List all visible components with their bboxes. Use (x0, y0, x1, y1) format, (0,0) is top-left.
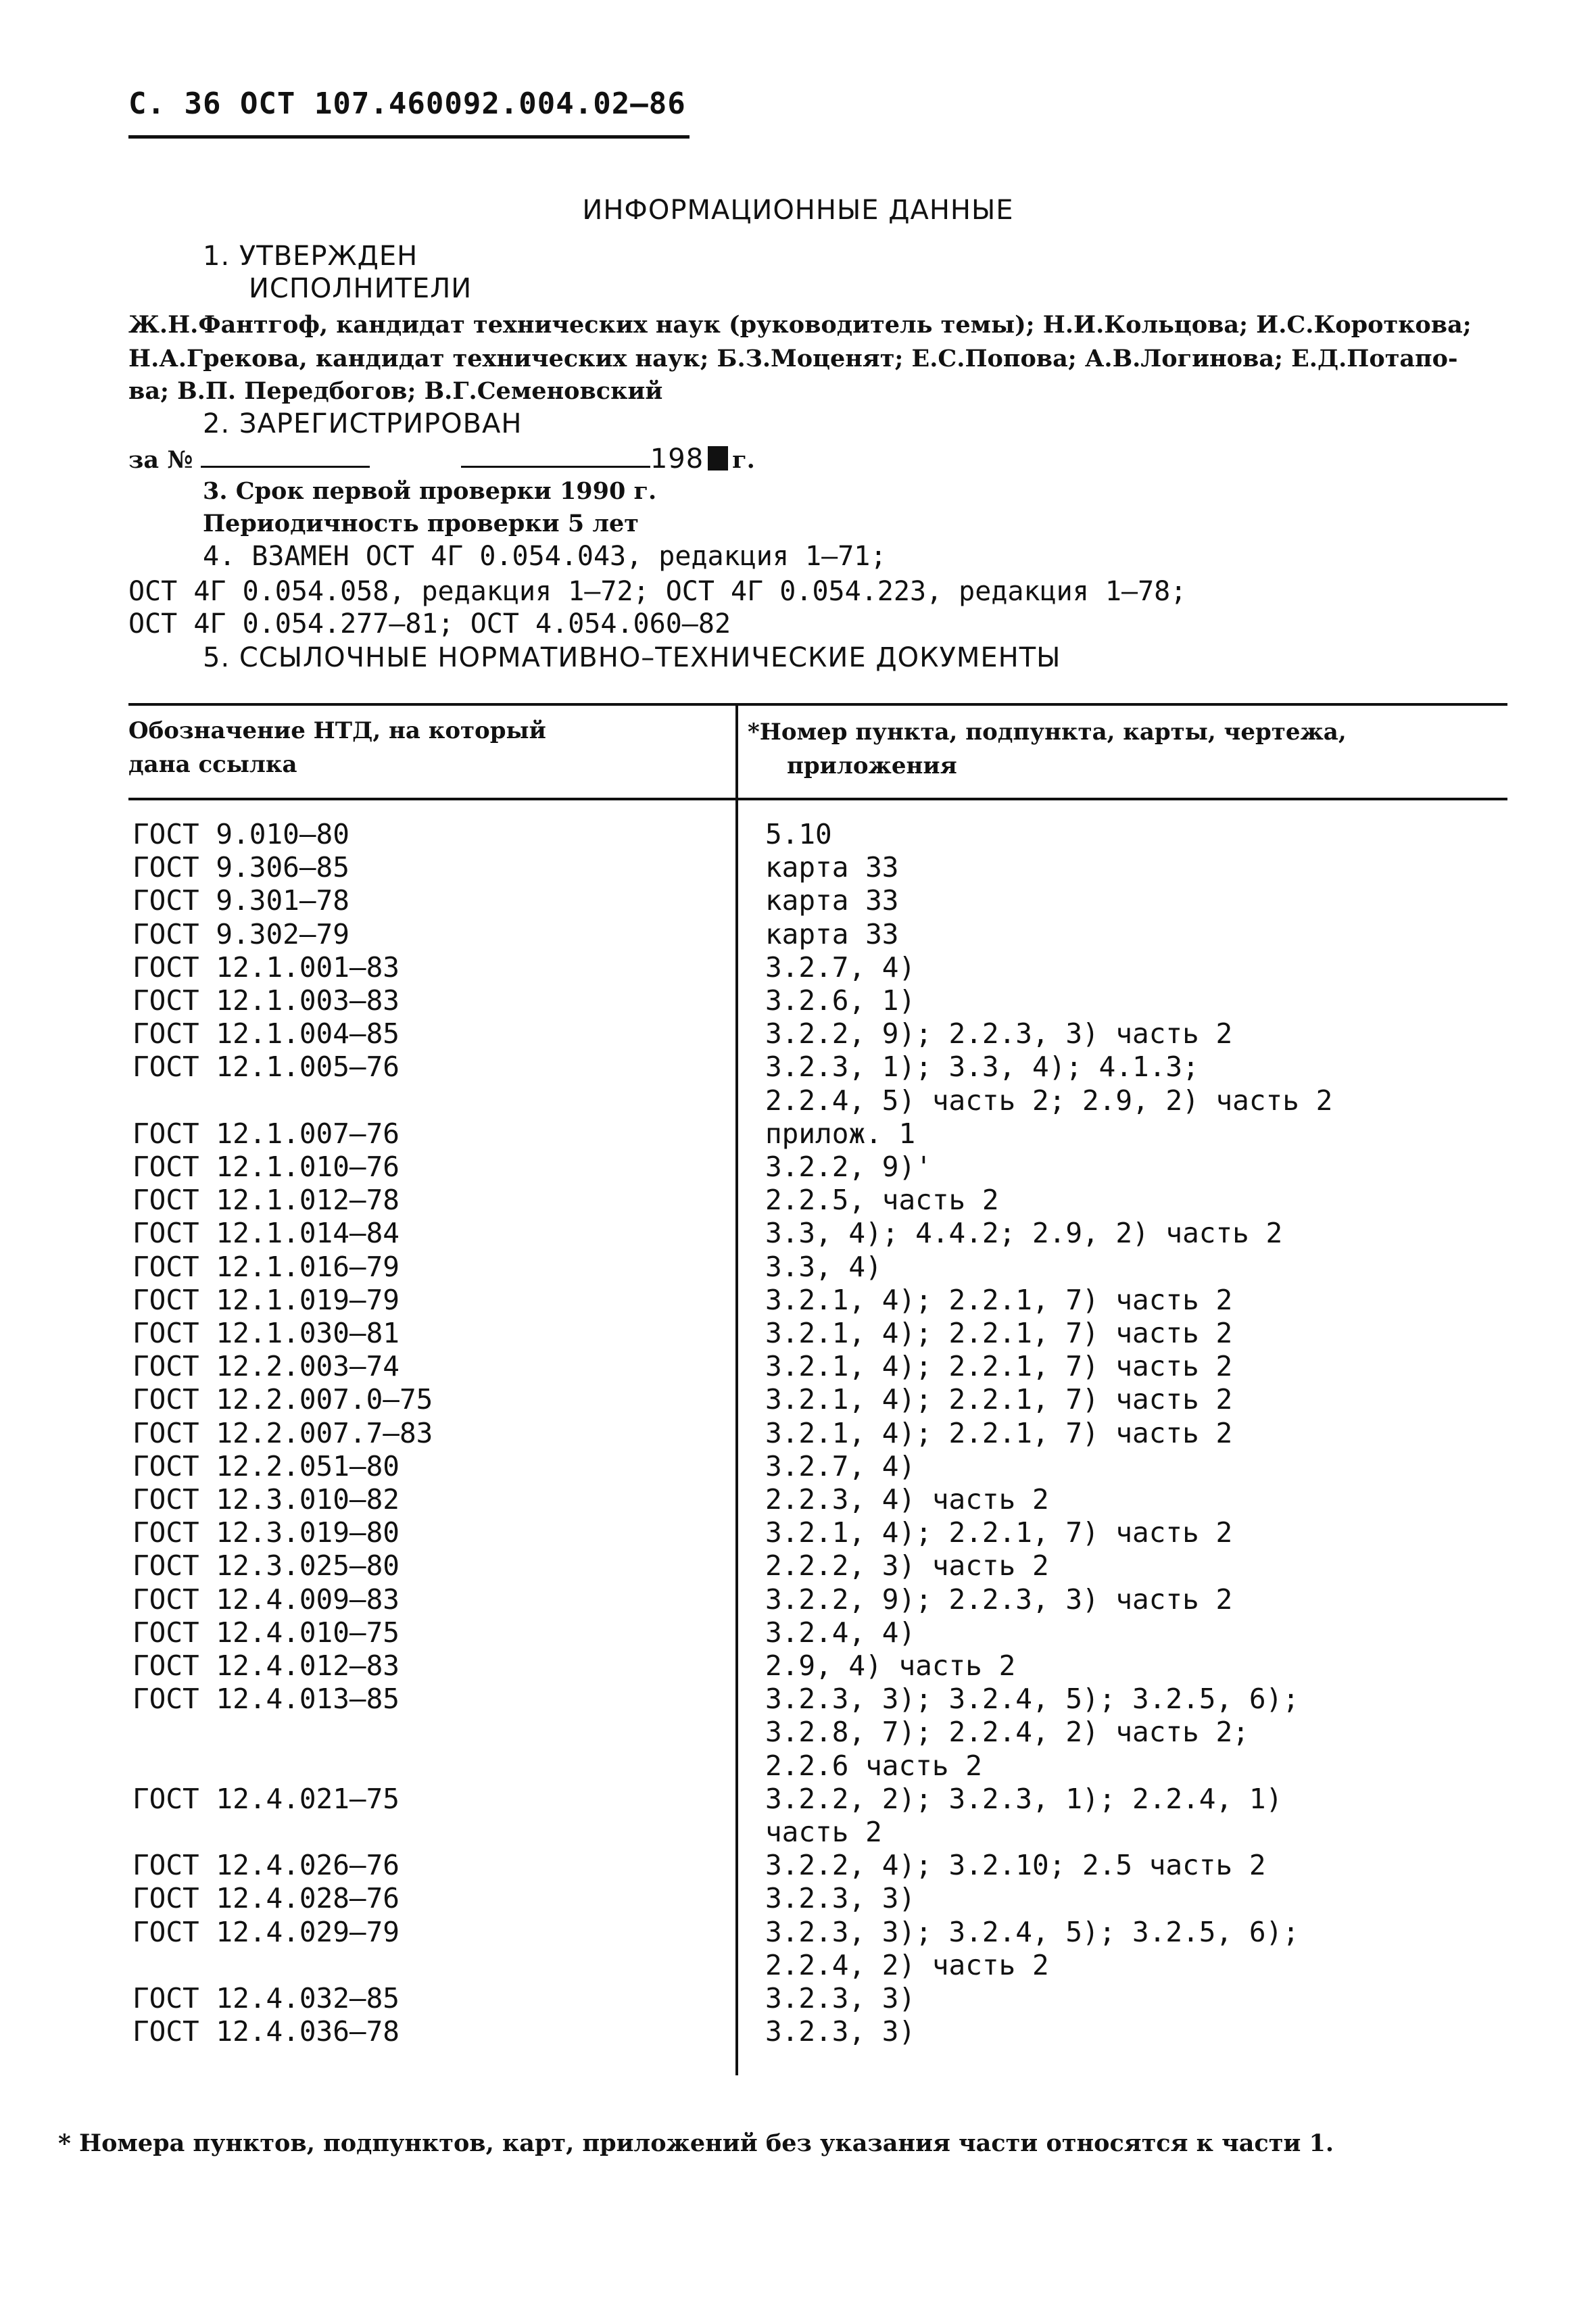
footnote (58, 2129, 1334, 2158)
footnote-asterisk-icon: * (58, 2129, 71, 2158)
table-header-rule (128, 798, 1507, 800)
ntd-designation: ГОСТ 12.4.010–75 (132, 1616, 400, 1649)
table-row (0, 1849, 1596, 1881)
table-row (0, 1549, 1596, 1582)
reference-clause: 3.2.6, 1) (765, 984, 916, 1017)
section1-subheading: ИСПОЛНИТЕЛИ (249, 273, 473, 304)
ntd-designation: ГОСТ 12.1.007–76 (132, 1117, 400, 1150)
col1-header-line-2: дана ссылка (128, 751, 297, 778)
table-top-rule (128, 703, 1507, 706)
table-row (0, 884, 1596, 917)
col2-header (748, 715, 1347, 783)
footnote-text: Номера пунктов, подпунктов, карт, приложений без указания части относятся к части 1. (79, 2129, 1334, 2157)
ntd-designation: ГОСТ 12.4.032–85 (132, 1982, 400, 2015)
ntd-designation: ГОСТ 12.3.010–82 (132, 1483, 400, 1516)
reference-clause: 3.2.4, 4) (765, 1616, 916, 1649)
table-row (0, 1949, 1596, 1981)
reference-clause: 2.2.4, 5) часть 2; 2.9, 2) часть 2 (765, 1084, 1333, 1117)
reference-clause: карта 33 (765, 851, 899, 884)
table-row (0, 1417, 1596, 1449)
reference-clause: 2.2.5, часть 2 (765, 1184, 999, 1216)
ntd-designation: ГОСТ 12.3.025–80 (132, 1549, 400, 1582)
ntd-designation: ГОСТ 12.4.026–76 (132, 1849, 400, 1881)
table-row (0, 1383, 1596, 1416)
ntd-designation: ГОСТ 12.4.013–85 (132, 1683, 400, 1715)
table-row (0, 2015, 1596, 2048)
ntd-designation: ГОСТ 12.1.016–79 (132, 1251, 400, 1283)
reference-clause: 3.2.1, 4); 2.2.1, 7) часть 2 (765, 1417, 1233, 1449)
reference-clause: 3.2.1, 4); 2.2.1, 7) часть 2 (765, 1383, 1233, 1416)
table-row (0, 1483, 1596, 1516)
table-row (0, 1982, 1596, 2015)
reference-clause: 3.2.2, 9); 2.2.3, 3) часть 2 (765, 1583, 1233, 1616)
table-row (0, 1516, 1596, 1549)
authors-line-1: Ж.Н.Фантгоф, кандидат технических наук (руководитель темы); Н.И.Кольцова; И.С.Короткова; (128, 311, 1472, 339)
ntd-designation: ГОСТ 12.1.005–76 (132, 1051, 400, 1083)
page-header: С. 36 ОСТ 107.460092.004.02–86 (128, 87, 686, 121)
table-row (0, 1084, 1596, 1117)
reference-clause: 3.2.7, 4) (765, 1450, 916, 1482)
reference-clause: 2.2.4, 2) часть 2 (765, 1949, 1049, 1981)
header-rule (128, 135, 690, 139)
reference-clause: прилож. 1 (765, 1117, 916, 1150)
ntd-designation: ГОСТ 12.1.010–76 (132, 1151, 400, 1183)
ntd-designation: ГОСТ 12.4.012–83 (132, 1649, 400, 1682)
table-row (0, 1217, 1596, 1249)
reference-clause: 3.2.2, 4); 3.2.10; 2.5 часть 2 (765, 1849, 1266, 1881)
overwritten-digit-mark (708, 446, 728, 471)
table-row (0, 1882, 1596, 1914)
ntd-designation: ГОСТ 12.4.029–79 (132, 1916, 400, 1948)
ntd-designation: ГОСТ 9.306–85 (132, 851, 349, 884)
reference-clause: 3.2.7, 4) (765, 951, 916, 984)
ntd-designation: ГОСТ 12.1.030–81 (132, 1317, 400, 1349)
table-row (0, 1750, 1596, 1782)
document-title: ИНФОРМАЦИОННЫЕ ДАННЫЕ (582, 195, 1014, 226)
ntd-designation: ГОСТ 12.1.001–83 (132, 951, 400, 984)
col2-header-line-2: приложения (787, 752, 957, 779)
reference-clause: карта 33 (765, 918, 899, 950)
ntd-designation: ГОСТ 12.1.019–79 (132, 1284, 400, 1316)
ntd-designation: ГОСТ 9.301–78 (132, 884, 349, 917)
section2-heading: 2. ЗАРЕГИСТРИРОВАН (203, 408, 523, 439)
ntd-designation: ГОСТ 12.2.007.7–83 (132, 1417, 433, 1449)
ntd-designation: ГОСТ 12.1.004–85 (132, 1017, 400, 1050)
reference-clause: 3.2.3, 3); 3.2.4, 5); 3.2.5, 6); (765, 1683, 1299, 1715)
reference-clause: 3.2.1, 4); 2.2.1, 7) часть 2 (765, 1350, 1233, 1382)
registration-year-suffix: г. (732, 446, 755, 474)
section5-heading: 5. ССЫЛОЧНЫЕ НОРМАТИВНО–ТЕХНИЧЕСКИЕ ДОКУМЕНТЫ (203, 642, 1061, 673)
section3-line-2: Периодичность проверки 5 лет (203, 510, 639, 537)
reference-clause: 3.2.2, 2); 3.2.3, 1); 2.2.4, 1) (765, 1783, 1283, 1815)
ntd-designation: ГОСТ 12.1.003–83 (132, 984, 400, 1017)
table-row (0, 1017, 1596, 1050)
reference-clause: 3.2.3, 3) (765, 1982, 916, 2015)
col1-header-line-1: Обозначение НТД, на который (128, 717, 546, 744)
reference-clause: 3.2.1, 4); 2.2.1, 7) часть 2 (765, 1284, 1233, 1316)
reference-clause: карта 33 (765, 884, 899, 917)
reference-clause: 3.2.1, 4); 2.2.1, 7) часть 2 (765, 1516, 1233, 1549)
table-row (0, 984, 1596, 1017)
reference-clause: 3.2.3, 3) (765, 1882, 916, 1914)
table-row (0, 1350, 1596, 1382)
section4-line-1: 4. ВЗАМЕН ОСТ 4Г 0.054.043, редакция 1–71; (203, 541, 887, 572)
table-row (0, 918, 1596, 950)
table-row (0, 1117, 1596, 1150)
authors-line-2: Н.А.Грекова, кандидат технических наук; Б.З.Моценят; Е.С.Попова; А.В.Логинова; Е.Д.Потапо- (128, 345, 1458, 372)
table-row (0, 1151, 1596, 1183)
reference-clause: 3.2.1, 4); 2.2.1, 7) часть 2 (765, 1317, 1233, 1349)
reference-clause: часть 2 (765, 1816, 882, 1848)
ntd-designation: ГОСТ 12.4.021–75 (132, 1783, 400, 1815)
table-row (0, 1916, 1596, 1948)
section1-heading: 1. УТВЕРЖДЕН (203, 241, 418, 272)
table-row (0, 1051, 1596, 1083)
ntd-designation: ГОСТ 12.1.014–84 (132, 1217, 400, 1249)
section4-line-2: ОСТ 4Г 0.054.058, редакция 1–72; ОСТ 4Г 0.054.223, редакция 1–78; (128, 576, 1187, 607)
table-row (0, 1649, 1596, 1682)
registration-date-blank (461, 466, 650, 468)
ntd-designation: ГОСТ 12.2.007.0–75 (132, 1383, 433, 1416)
table-row (0, 1783, 1596, 1815)
table-row (0, 1616, 1596, 1649)
table-row (0, 1816, 1596, 1848)
ntd-designation: ГОСТ 12.1.012–78 (132, 1184, 400, 1216)
ntd-designation: ГОСТ 12.4.009–83 (132, 1583, 400, 1616)
table-row (0, 1284, 1596, 1316)
reference-clause: 3.2.8, 7); 2.2.4, 2) часть 2; (765, 1716, 1249, 1748)
reference-clause: 3.2.2, 9); 2.2.3, 3) часть 2 (765, 1017, 1233, 1050)
ntd-designation: ГОСТ 12.2.003–74 (132, 1350, 400, 1382)
reference-clause: 3.2.3, 3); 3.2.4, 5); 3.2.5, 6); (765, 1916, 1299, 1948)
table-row (0, 1184, 1596, 1216)
registration-number-prefix: за № (128, 446, 193, 474)
table-row (0, 1583, 1596, 1616)
section3-line-1: 3. Срок первой проверки 1990 г. (203, 477, 657, 505)
table-row (0, 851, 1596, 884)
table-row (0, 818, 1596, 850)
reference-clause: 5.10 (765, 818, 832, 850)
asterisk-mark-icon: * (748, 719, 760, 746)
registration-number-blank (201, 466, 370, 468)
table-row (0, 1450, 1596, 1482)
reference-clause: 3.2.2, 9)' (765, 1151, 932, 1183)
table-row (0, 1716, 1596, 1748)
reference-clause: 2.2.3, 4) часть 2 (765, 1483, 1049, 1516)
registration-year: 198 (650, 443, 704, 475)
table-row (0, 1251, 1596, 1283)
table-row (0, 951, 1596, 984)
ntd-designation: ГОСТ 12.3.019–80 (132, 1516, 400, 1549)
reference-clause: 3.3, 4); 4.4.2; 2.9, 2) часть 2 (765, 1217, 1283, 1249)
reference-clause: 2.9, 4) часть 2 (765, 1649, 1016, 1682)
reference-clause: 2.2.6 часть 2 (765, 1750, 982, 1782)
ntd-designation: ГОСТ 12.2.051–80 (132, 1450, 400, 1482)
authors-line-3: ва; В.П. Передбогов; В.Г.Семеновский (128, 377, 663, 405)
reference-clause: 2.2.2, 3) часть 2 (765, 1549, 1049, 1582)
reference-clause: 3.2.3, 3) (765, 2015, 916, 2048)
col1-header (128, 714, 546, 781)
ntd-designation: ГОСТ 9.302–79 (132, 918, 349, 950)
ntd-designation: ГОСТ 9.010–80 (132, 818, 349, 850)
ntd-designation: ГОСТ 12.4.036–78 (132, 2015, 400, 2048)
reference-clause: 3.3, 4) (765, 1251, 882, 1283)
reference-clause: 3.2.3, 1); 3.3, 4); 4.1.3; (765, 1051, 1199, 1083)
col2-header-line-1: Номер пункта, подпункта, карты, чертежа, (759, 719, 1347, 746)
registration-line (128, 443, 755, 475)
section4-line-3: ОСТ 4Г 0.054.277–81; ОСТ 4.054.060–82 (128, 608, 731, 640)
table-row (0, 1317, 1596, 1349)
ntd-designation: ГОСТ 12.4.028–76 (132, 1882, 400, 1914)
table-row (0, 1683, 1596, 1715)
